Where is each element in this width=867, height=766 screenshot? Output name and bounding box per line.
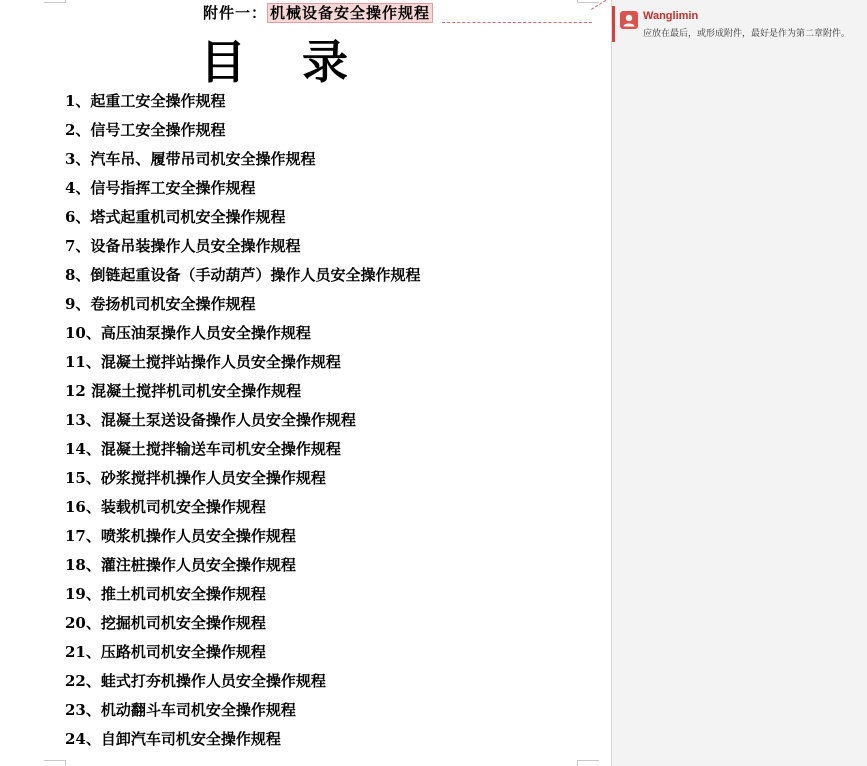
title-prefix: 附件一：: [203, 4, 268, 22]
crop-mark-top-right-h: [577, 2, 599, 3]
crop-mark-top-left-v: [65, 0, 66, 3]
comment-text[interactable]: 应放在最后，或形成附件，最好是作为第二章附件。: [643, 29, 851, 39]
crop-mark-bottom-left-v: [65, 760, 66, 766]
comment-connector-line: [442, 22, 592, 23]
toc-item: 19、推土机司机安全操作规程: [65, 585, 266, 603]
toc-item: 20、挖掘机司机安全操作规程: [65, 614, 266, 632]
toc-item: 23、机动翻斗车司机安全操作规程: [65, 701, 296, 719]
crop-mark-bottom-right-h: [577, 760, 599, 761]
toc-item: 10、高压油泵操作人员安全操作规程: [65, 324, 311, 342]
toc-item: 12 混凝土搅拌机司机安全操作规程: [65, 382, 302, 400]
toc-item: 4、信号指挥工安全操作规程: [65, 179, 256, 197]
toc-item: 16、装载机司机安全操作规程: [65, 498, 266, 516]
toc-item: 2、信号工安全操作规程: [65, 121, 226, 139]
toc-item: 3、汽车吊、履带吊司机安全操作规程: [65, 150, 316, 168]
toc-item: 22、蛙式打夯机操作人员安全操作规程: [65, 672, 326, 690]
crop-mark-bottom-left-h: [44, 760, 66, 761]
commented-title-text[interactable]: 机械设备安全操作规程: [267, 3, 433, 23]
toc-item: 6、塔式起重机司机安全操作规程: [65, 208, 286, 226]
crop-mark-top-right-v: [577, 0, 578, 3]
toc-item: 24、自卸汽车司机安全操作规程: [65, 730, 281, 748]
document-title: [203, 3, 433, 23]
toc-heading: 目录: [200, 35, 404, 89]
toc-list: [65, 87, 420, 754]
crop-mark-top-left-h: [44, 2, 66, 3]
toc-item: 8、倒链起重设备（手动葫芦）操作人员安全操作规程: [65, 266, 421, 284]
toc-item: 15、砂浆搅拌机操作人员安全操作规程: [65, 469, 326, 487]
toc-item: 9、卷扬机司机安全操作规程: [65, 295, 256, 313]
toc-item: 14、混凝土搅拌输送车司机安全操作规程: [65, 440, 341, 458]
toc-item: 17、喷浆机操作人员安全操作规程: [65, 527, 296, 545]
toc-item: 21、压路机司机安全操作规程: [65, 643, 266, 661]
toc-item: 1、起重工安全操作规程: [65, 92, 226, 110]
toc-item: 7、设备吊装操作人员安全操作规程: [65, 237, 301, 255]
toc-item: 11、混凝土搅拌站操作人员安全操作规程: [65, 353, 341, 371]
comment-card[interactable]: [612, 6, 867, 42]
comment-author: Wanglimin: [643, 10, 699, 22]
crop-mark-bottom-right-v: [577, 760, 578, 766]
toc-item: 13、混凝土泵送设备操作人员安全操作规程: [65, 411, 356, 429]
user-icon: [620, 11, 638, 29]
comment-sidebar: [611, 0, 867, 766]
toc-item: 18、灌注桩操作人员安全操作规程: [65, 556, 296, 574]
